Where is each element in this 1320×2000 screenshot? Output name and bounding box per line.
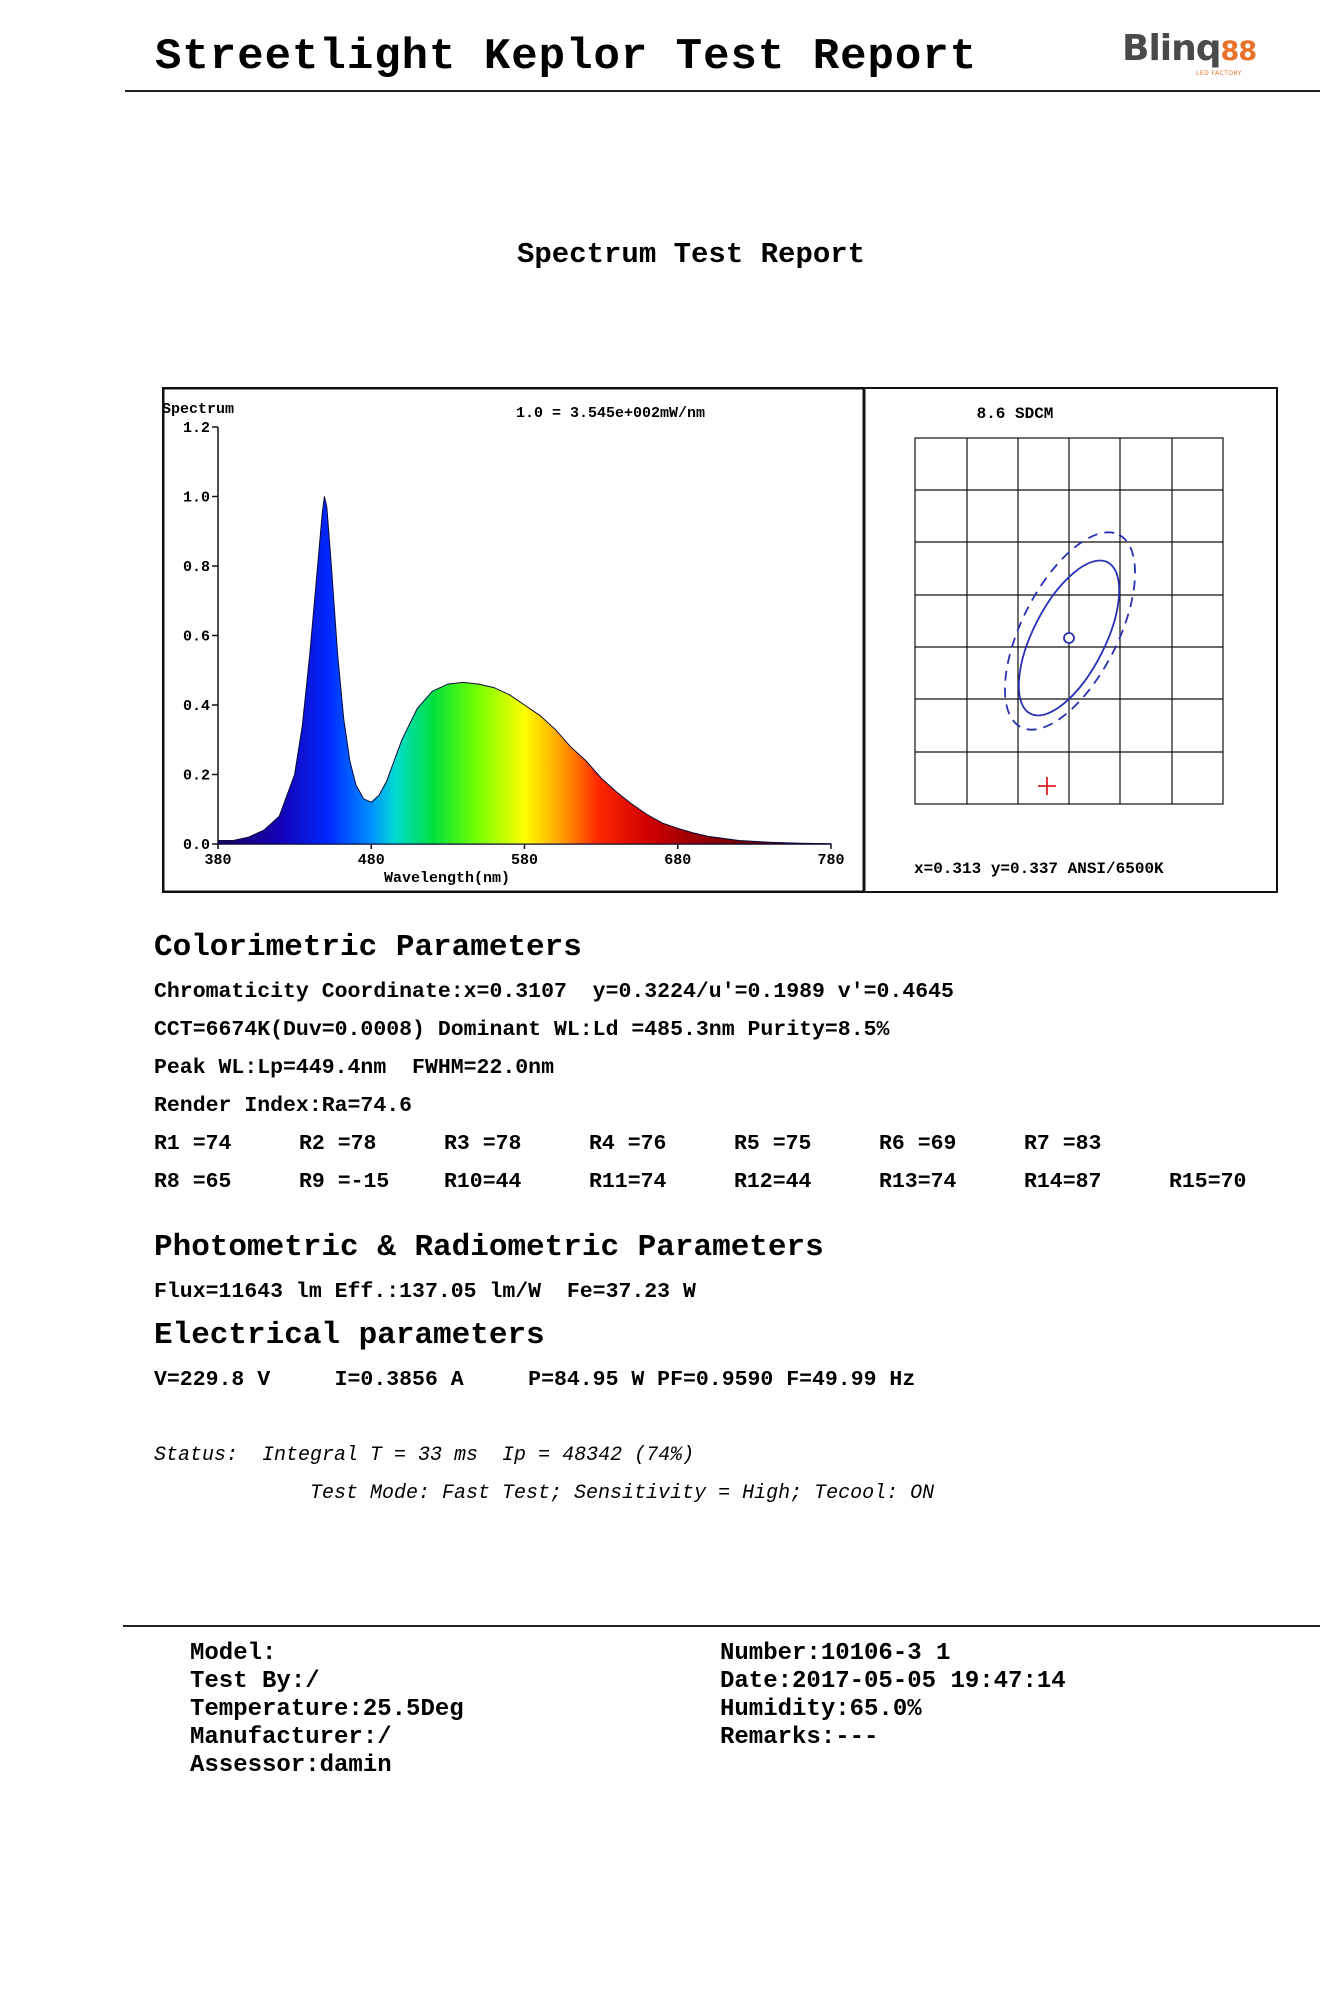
- spectrum-y-ticks: [183, 420, 218, 854]
- flux-line: Flux=11643 lm Eff.:137.05 lm/W Fe=37.23 W: [154, 1280, 696, 1304]
- charts-panel: [162, 387, 1278, 893]
- r-value: R10=44: [444, 1170, 522, 1194]
- r-value: R6 =69: [879, 1132, 957, 1156]
- footer-test-by: Test By:/: [190, 1668, 320, 1695]
- company-logo: [1122, 28, 1256, 69]
- r-value: R7 =83: [1024, 1132, 1102, 1156]
- electrical-heading: Electrical parameters: [154, 1318, 545, 1353]
- sdcm-outer-ellipse: [978, 513, 1162, 749]
- r-values-grid: [154, 1132, 1294, 1212]
- r-value: R3 =78: [444, 1132, 522, 1156]
- y-tick-label: 0.8: [182, 559, 210, 576]
- footer-assessor: Assessor:damin: [190, 1752, 392, 1779]
- r-value: R15=70: [1169, 1170, 1247, 1194]
- spectrum-scale-note: 1.0 = 3.545e+002mW/nm: [516, 405, 706, 422]
- y-tick-label: 1.2: [182, 420, 210, 437]
- sdcm-title: 8.6 SDCM: [976, 405, 1054, 423]
- chromaticity-grid: [915, 438, 1223, 804]
- y-tick-label: 1.0: [182, 489, 210, 507]
- footer-manufacturer: Manufacturer:/: [190, 1724, 392, 1751]
- spectrum-x-ticks: [204, 844, 844, 869]
- footer-divider: [123, 1625, 1320, 1627]
- logo-number: 88: [1220, 36, 1257, 67]
- x-tick-label: 480: [357, 852, 385, 869]
- spectrum-area: [218, 497, 831, 845]
- footer-number: Number:10106-3 1: [720, 1640, 951, 1667]
- x-tick-label: 780: [817, 852, 845, 869]
- peak-wl-line: Peak WL:Lp=449.4nm FWHM=22.0nm: [154, 1056, 554, 1080]
- r-value: R5 =75: [734, 1132, 812, 1156]
- footer-humidity: Humidity:65.0%: [720, 1696, 922, 1723]
- r-value: R9 =-15: [299, 1170, 390, 1194]
- measured-point-marker: [1038, 777, 1056, 795]
- y-tick-label: 0.2: [182, 767, 210, 785]
- render-index-line: Render Index:Ra=74.6: [154, 1094, 413, 1118]
- r-value: R14=87: [1024, 1170, 1102, 1194]
- r-value: R1 =74: [154, 1132, 232, 1156]
- x-tick-label: 380: [204, 852, 232, 869]
- x-tick-label: 580: [510, 852, 539, 869]
- logo-subtext: LED FACTORY: [1196, 70, 1243, 77]
- photometric-heading: Photometric & Radiometric Parameters: [154, 1230, 824, 1265]
- footer-temperature: Temperature:25.5Deg: [190, 1696, 464, 1723]
- cct-line: CCT=6674K(Duv=0.0008) Dominant WL:Ld =485.3nm Purity=8.5%: [154, 1018, 890, 1042]
- r-value: R11=74: [589, 1170, 667, 1194]
- r-value: R8 =65: [154, 1170, 232, 1194]
- charts-svg: [162, 387, 1278, 893]
- r-value: R2 =78: [299, 1132, 377, 1156]
- r-value: R13=74: [879, 1170, 957, 1194]
- r-value: R12=44: [734, 1170, 812, 1194]
- colorimetric-heading: Colorimetric Parameters: [154, 930, 582, 965]
- x-tick-label: 680: [664, 852, 692, 869]
- test-mode-line: Test Mode: Fast Test; Sensitivity = High; Tecool: ON: [310, 1482, 935, 1505]
- y-tick-label: 0.6: [182, 628, 210, 646]
- y-tick-label: 0.4: [182, 698, 210, 715]
- r-value: R4 =76: [589, 1132, 667, 1156]
- header-divider: [125, 90, 1320, 92]
- status-line: Status: Integral T = 33 ms Ip = 48342 (74%): [154, 1444, 695, 1467]
- spectrum-title: Spectrum: [162, 401, 235, 418]
- footer-remarks: Remarks:---: [720, 1724, 879, 1751]
- footer-date: Date:2017-05-05 19:47:14: [720, 1668, 1066, 1695]
- spectrum-x-axis-label: Wavelength(nm): [383, 870, 511, 887]
- chromaticity-coordinate-line: Chromaticity Coordinate:x=0.3107 y=0.3224/u'=0.1989 v'=0.4645: [154, 980, 954, 1004]
- target-point-marker: [1064, 633, 1074, 643]
- report-header-title: Streetlight Keplor Test Report: [155, 32, 978, 82]
- report-title: Spectrum Test Report: [517, 238, 866, 271]
- y-tick-label: 0.0: [182, 837, 210, 854]
- footer-model: Model:: [190, 1640, 277, 1667]
- electrical-line: V=229.8 V I=0.3856 A P=84.95 W PF=0.9590 F=49.99 Hz: [154, 1368, 916, 1392]
- logo-text: Blinq: [1122, 28, 1221, 69]
- chromaticity-caption: x=0.313 y=0.337 ANSI/6500K: [914, 860, 1164, 878]
